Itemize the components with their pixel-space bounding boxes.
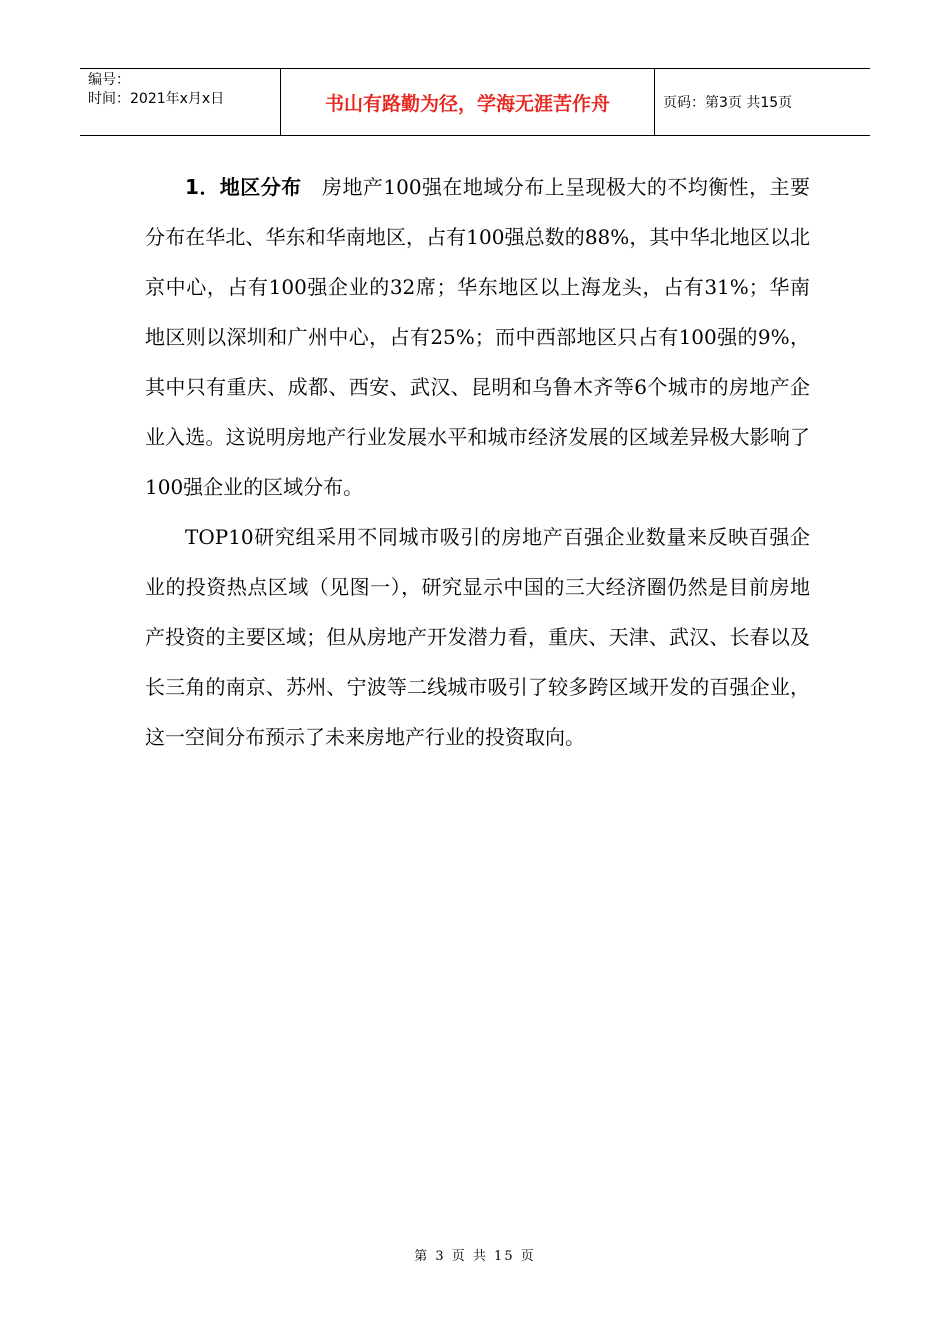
- paragraph-region-distribution: [145, 162, 810, 512]
- page-footer: 第 3 页 共 15 页: [414, 1249, 536, 1264]
- document-number-label: 编号：: [88, 72, 130, 88]
- paragraph-investment-hotspots: TOP10研究组采用不同城市吸引的房地产百强企业数量来反映百强企业的投资热点区域（见图一），研究显示中国的三大经济圈仍然是目前房地产投资的主要区域；但从房地产开发潜力看，重庆、天津、武汉、长春以及长三角的南京、苏州、宁波等二线城市吸引了较多跨区域开发的百强企业，这一空间分布预示了未来房地产行业的投资取向。: [145, 525, 810, 749]
- document-header: [80, 68, 870, 136]
- document-body: [145, 162, 810, 762]
- section-heading: 1．地区分布: [185, 175, 302, 199]
- header-motto: 书山有路勤为径，学海无涯苦作舟: [281, 69, 655, 135]
- document-time-label: 时间：2021年x月x日: [88, 91, 225, 107]
- paragraph-1-text: 房地产100强在地域分布上呈现极大的不均衡性，主要分布在华北、华东和华南地区，占有100强总数的88%，其中华北地区以北京中心，占有100强企业的32席；华东地区以上海龙头，占有31%；华南地区则以深圳和广州中心，占有25%；而中西部地区只占有100强的9%，其中只有重庆、成都、西安、武汉、昆明和乌鲁木齐等6个城市的房地产企业入选。这说明房地产行业发展水平和城市经济发展的区域差异极大影响了100强企业的区域分布。: [145, 175, 810, 499]
- header-page-info: 页码：第3页 共15页: [663, 95, 793, 111]
- header-meta: [80, 69, 281, 135]
